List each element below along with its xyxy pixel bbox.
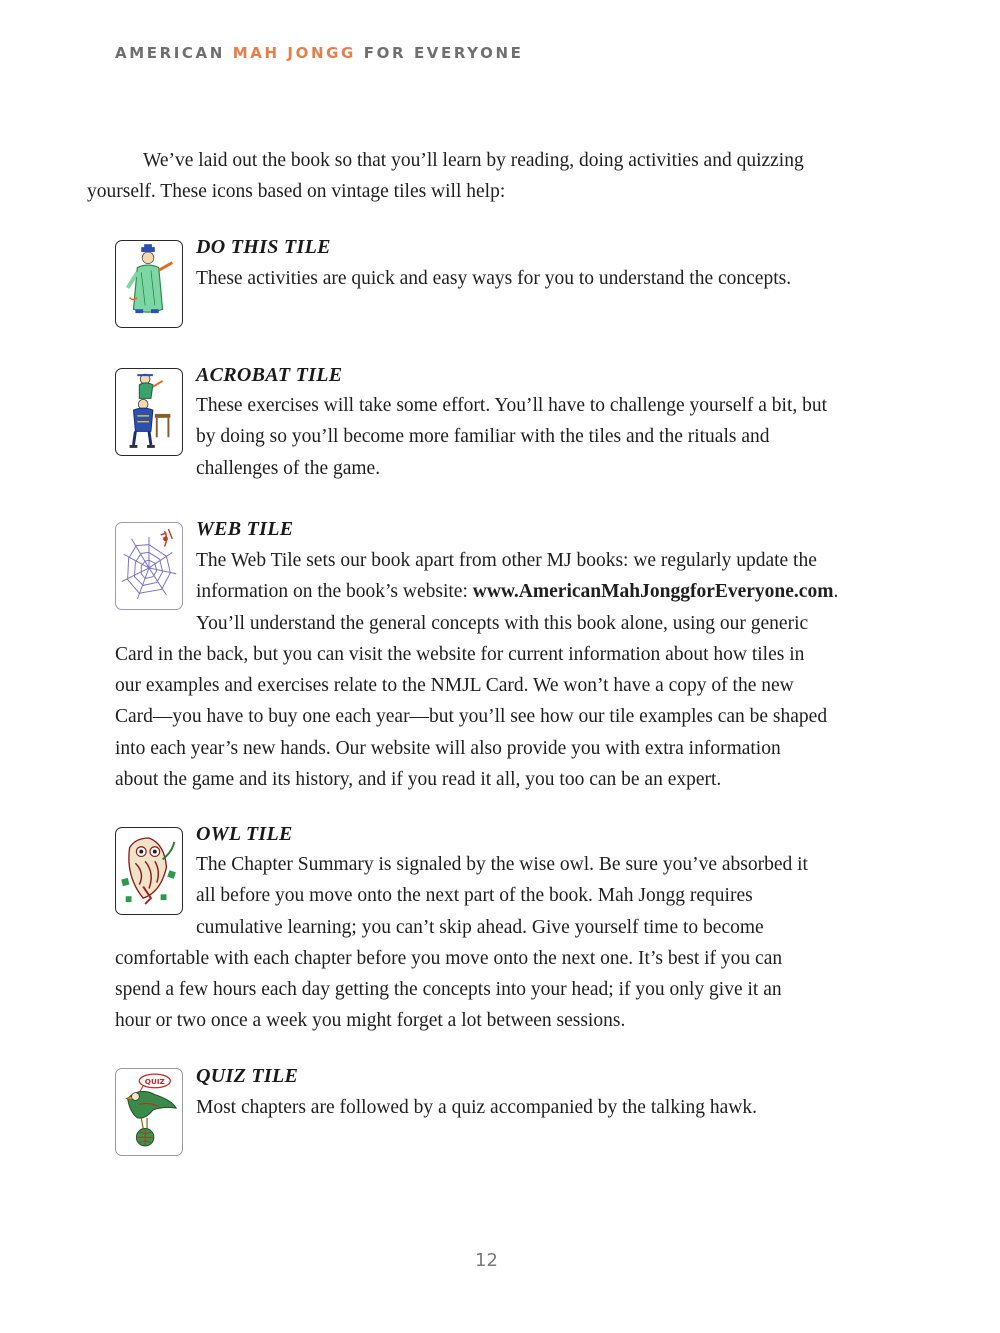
section-title-web: WEB TILE (196, 518, 294, 540)
website-url[interactable]: www.AmericanMahJonggforEveryone.com (472, 581, 834, 603)
section-body-owl (115, 849, 808, 1037)
body-line: our examples and exercises relate to the NMJL Card. We won’t have a copy of the new (115, 675, 794, 697)
running-header (115, 44, 523, 62)
quiz-hawk-tile-icon (115, 1068, 183, 1156)
body-line-with-url (115, 576, 838, 607)
header-text-end: FOR EVERYONE (355, 44, 524, 62)
body-line: Card—you have to buy one each year—but you’ll see how our tile examples can be shaped (115, 706, 828, 728)
scholar-tile-icon (115, 240, 183, 328)
quiz-badge-text: QUIZ (144, 1076, 165, 1086)
section-body-web (115, 545, 838, 795)
section-title-quiz: QUIZ TILE (196, 1065, 299, 1087)
body-line: spend a few hours each day getting the concepts into your head; if you only give it an (115, 979, 782, 1001)
acrobat-tile-icon (115, 368, 183, 456)
body-line: into each year’s new hands. Our website will also provide you with extra information (115, 737, 781, 759)
section-title-owl: OWL TILE (196, 823, 293, 845)
body-line: You’ll understand the general concepts with this book alone, using our generic (196, 612, 809, 634)
section-body-do-this (196, 263, 791, 294)
intro-paragraph (87, 145, 845, 208)
body-line: Card in the back, but you can visit the website for current information about how tiles in (115, 643, 805, 665)
section-title-do-this: DO THIS TILE (196, 236, 331, 258)
body-line: information on the book’s website: (196, 581, 473, 603)
intro-line: yourself. These icons based on vintage tiles will help: (87, 181, 506, 203)
section-body-quiz (196, 1092, 757, 1123)
body-line: by doing so you’ll become more familiar with the tiles and the rituals and (196, 426, 770, 448)
header-accent: MAH JONGG (232, 44, 356, 62)
body-line: These exercises will take some effort. You’ll have to challenge yourself a bit, but (196, 395, 828, 416)
body-line: comfortable with each chapter before you move onto the next one. It’s best if you can (115, 947, 783, 969)
body-line: hour or two once a week you might forget a lot between sessions. (115, 1010, 626, 1032)
body-line: all before you move onto the next part of the book. Mah Jongg requires (196, 885, 753, 907)
intro-line: We’ve laid out the book so that you’ll learn by reading, doing activities and quizzing (143, 150, 804, 171)
body-line: cumulative learning; you can’t skip ahead. Give yourself time to become (196, 916, 764, 938)
header-text-start: AMERICAN (115, 44, 233, 62)
body-line: The Chapter Summary is signaled by the wise owl. Be sure you’ve absorbed it (196, 854, 808, 875)
body-line: These activities are quick and easy ways for you to understand the concepts. (196, 268, 792, 289)
url-suffix: . (833, 581, 839, 603)
body-line: Most chapters are followed by a quiz accompanied by the talking hawk. (196, 1097, 757, 1118)
body-line: The Web Tile sets our book apart from other MJ books: we regularly update the (196, 550, 817, 571)
body-line: challenges of the game. (196, 457, 381, 479)
page-number: 12 (475, 1250, 498, 1271)
body-line: about the game and its history, and if you read it all, you too can be an expert. (115, 769, 722, 791)
section-title-acrobat: ACROBAT TILE (196, 364, 343, 386)
section-body-acrobat (196, 390, 827, 484)
